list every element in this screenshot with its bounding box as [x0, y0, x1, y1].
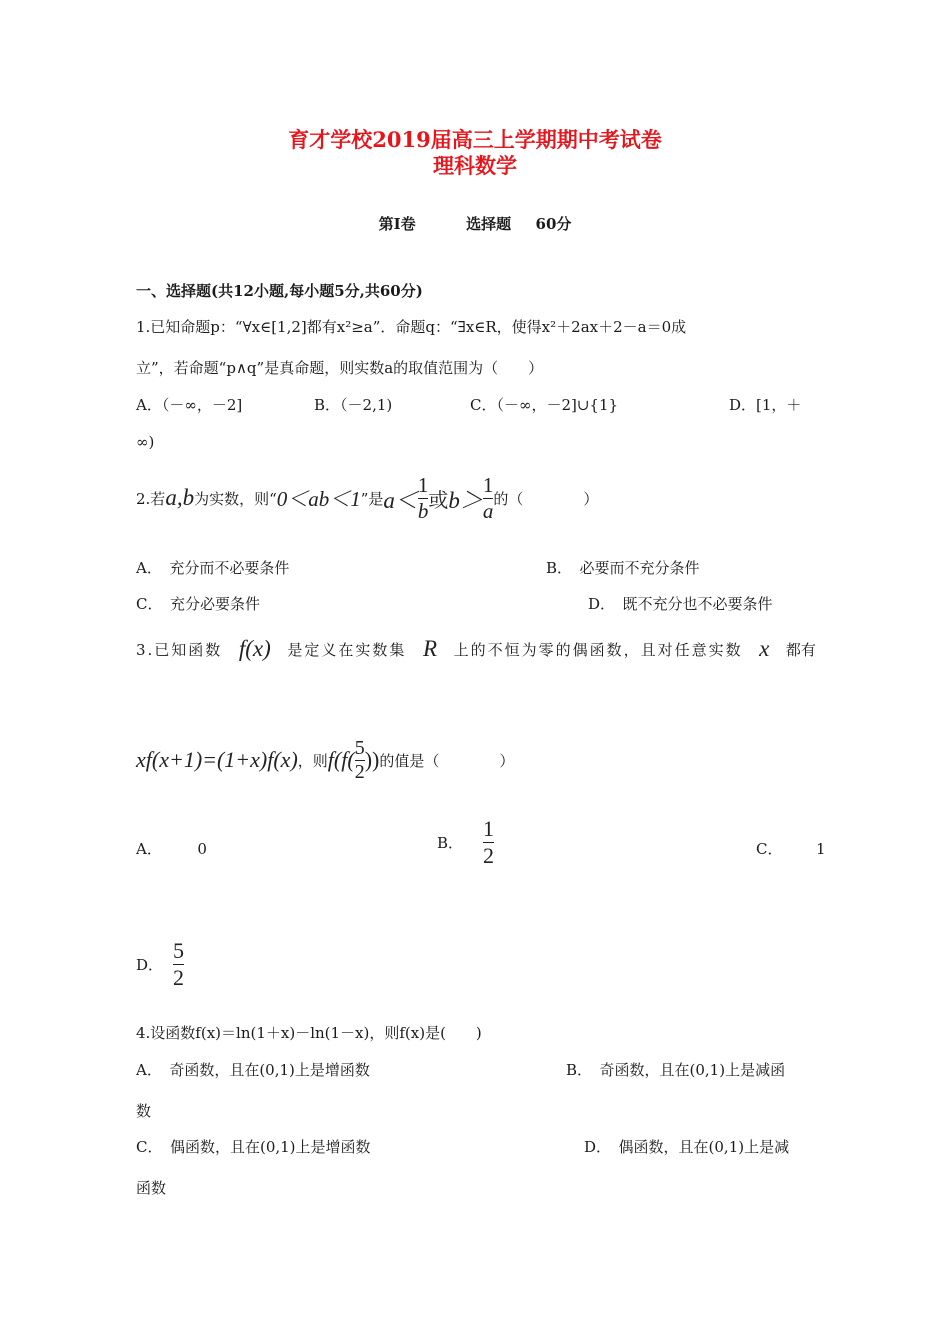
section-score: 60分: [535, 215, 572, 233]
part-heading: 一、选择题(共12小题,每小题5分,共60分): [136, 282, 423, 300]
q1-option-d-cont: ∞): [136, 433, 155, 451]
q3-equation: xf(x+1)=(1+x)f(x): [136, 747, 298, 772]
q3-option-b-label: B．: [437, 833, 464, 852]
q3-option-a-label: A．: [136, 840, 162, 858]
q2-option-b: B． 必要而不充分条件: [546, 559, 700, 577]
q1-option-a: A．（－∞，－2]: [136, 396, 243, 414]
q2-option-a: A． 充分而不必要条件: [136, 559, 290, 577]
q3-stem-line1: [136, 630, 816, 668]
q2-vars: a,b: [165, 485, 195, 510]
q3-option-d-label: D．: [136, 955, 164, 974]
q3-ff-fraction: [355, 738, 365, 783]
q1-option-d: D．[1，＋: [729, 396, 802, 414]
q3-option-d: [136, 936, 184, 992]
q3-option-d-fraction: [173, 939, 184, 988]
q2-or: 或: [428, 489, 449, 512]
section-name: 选择题: [466, 215, 512, 233]
q3-fx: f(x): [238, 636, 271, 661]
q1-option-c: C．（－∞，－2]∪{1}: [470, 396, 619, 414]
q2-fraction-1: [418, 474, 429, 521]
q2-fraction-2-den: a: [482, 498, 494, 523]
q3-option-b-den: 2: [483, 842, 495, 868]
q4-option-a: A． 奇函数，且在(0,1)上是增函数: [136, 1061, 370, 1079]
q2-option-d: D． 既不充分也不必要条件: [588, 595, 773, 613]
section-heading: [0, 213, 950, 234]
q2-suffix: 的（ ）: [493, 489, 599, 508]
q4-option-d-cont: 函数: [136, 1179, 167, 1197]
q3-option-b-fraction: [483, 817, 494, 866]
q3-option-a-value: 0: [197, 840, 207, 858]
q2-fraction-1-num: 1: [417, 473, 429, 498]
q2-stem: [136, 468, 598, 528]
q3-option-c: [756, 838, 826, 859]
q3-mid1: 是定义在实数集: [287, 640, 407, 659]
q2-fraction-2: [483, 474, 494, 521]
section-part: 第I卷: [378, 215, 416, 233]
q2-fraction-2-num: 1: [482, 473, 494, 498]
q3-option-d-den: 2: [173, 964, 185, 990]
exam-subtitle: 理科数学: [433, 153, 517, 178]
q3-then: ，则: [297, 751, 328, 770]
q2-rel-a: a＜: [383, 487, 418, 513]
q1-stem-line1: 1.已知命题p：“∀x∈[1,2]都有x²≥a”．命题q：“∃x∈R，使得x²＋2ax＋2－a＝0成: [136, 318, 687, 336]
q3-ff-den: 2: [354, 760, 365, 783]
q4-option-b: B． 奇函数，且在(0,1)上是减函: [566, 1061, 786, 1079]
q3-option-b-num: 1: [483, 816, 495, 842]
q2-option-c: C． 充分必要条件: [136, 595, 260, 613]
q4-option-d: D． 偶函数，且在(0,1)上是减: [584, 1138, 790, 1156]
q3-option-c-label: C．: [756, 840, 783, 858]
q3-option-a: [136, 838, 207, 859]
q3-prefix: 3.已知函数: [136, 640, 223, 659]
q3-ff-post: )): [364, 747, 380, 772]
q4-stem: 4.设函数f(x)＝ln(1＋x)－ln(1－x)，则f(x)是( ): [136, 1024, 482, 1042]
q4-option-b-cont: 数: [136, 1102, 152, 1120]
q3-mid2: 上的不恒为零的偶函数，且对任意实数: [453, 640, 743, 659]
q3-x: x: [759, 636, 770, 661]
q3-option-c-value: 1: [816, 840, 826, 858]
q3-stem-line2: [136, 730, 514, 790]
exam-title: 育才学校2019届高三上学期期中考试卷: [288, 127, 662, 152]
q2-fraction-1-den: b: [417, 498, 429, 523]
q2-rel-b: b＞: [448, 487, 483, 513]
q3-option-d-num: 5: [173, 938, 185, 964]
q2-mid2: ”是: [360, 489, 384, 508]
q3-tail: 的值是（ ）: [379, 751, 515, 770]
q1-stem-line2: 立”，若命题“p∧q”是真命题，则实数a的取值范围为（ ）: [136, 359, 544, 377]
q2-prefix: 2.若: [136, 489, 166, 508]
q2-condition: 0＜ab＜1: [276, 487, 361, 511]
q4-option-c: C． 偶函数，且在(0,1)上是增函数: [136, 1138, 371, 1156]
q2-mid1: 为实数，则“: [194, 489, 277, 508]
q3-option-b: [437, 814, 494, 870]
q3-ff-num: 5: [354, 736, 365, 759]
q3-ff-pre: f(f(: [327, 747, 355, 772]
q3-suffix: 都有: [785, 640, 816, 659]
q1-option-b: B．（－2,1): [314, 396, 393, 414]
q3-R: R: [422, 636, 437, 661]
